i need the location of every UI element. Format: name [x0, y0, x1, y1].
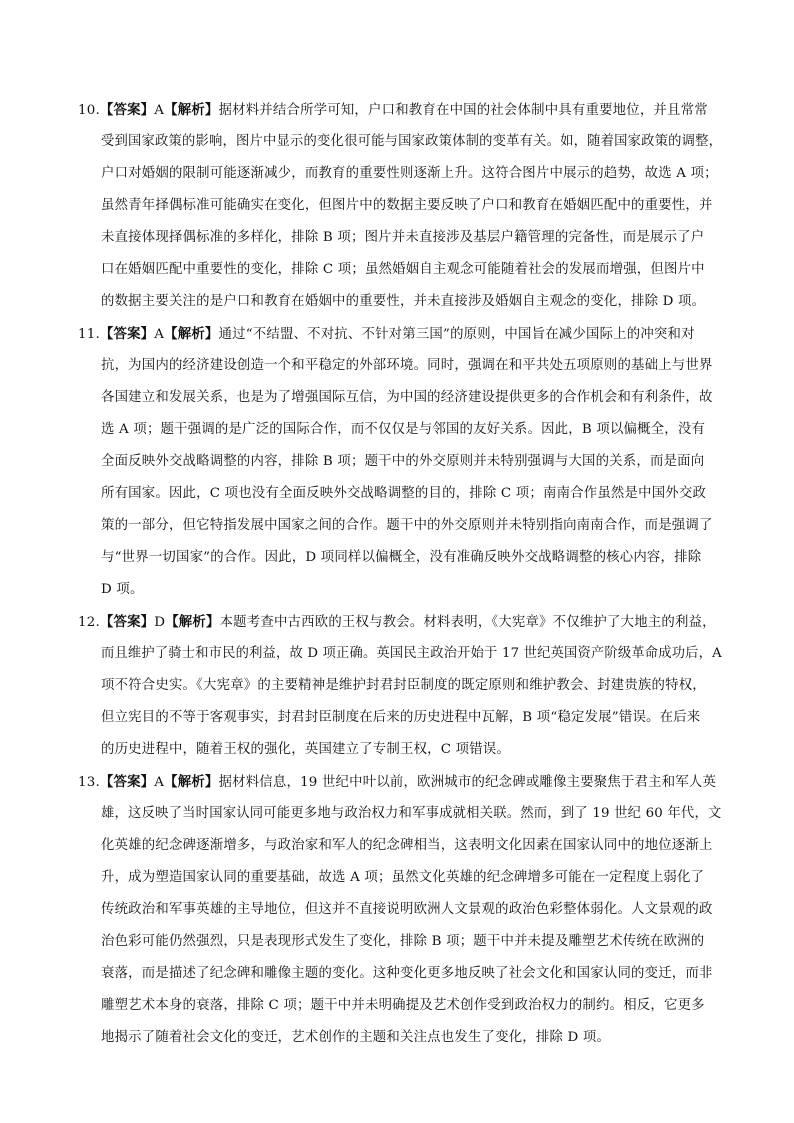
analysis-line: 选 A 项；题干强调的是广泛的国际合作，而不仅仅是与邻国的友好关系。因此，B 项以偏概全，没有	[101, 422, 706, 437]
analysis-tag: 【解析】	[164, 774, 219, 790]
question-number: 12.	[78, 615, 100, 630]
question-number: 11.	[78, 327, 100, 342]
answer-letter: D	[154, 615, 166, 630]
first-line	[78, 325, 695, 343]
analysis-line: 升，成为塑造国家认同的重要基础，故选 A 项；虽然文化英雄的纪念碑增多可能在一定程度上弱化了	[101, 870, 705, 885]
analysis-line: 治色彩可能仍然强烈，只是表现形式发生了变化，排除 B 项；题干中并未提及雕塑艺术传统在欧洲的	[101, 934, 705, 949]
analysis-line: 与“世界一切国家”的合作。因此，D 项同样以偏概全，没有准确反映外交战略调整的核心内容，排除	[101, 550, 702, 565]
analysis-line: 受到国家政策的影响，图片中显示的变化很可能与国家政策体制的变革有关。如，随着国家政策的调整，	[101, 134, 723, 149]
analysis-line: 各国建立和发展关系，也是为了增强国际互信，为中国的经济建设提供更多的合作机会和有利条件，故	[101, 390, 713, 405]
analysis-tag: 【解析】	[164, 326, 219, 342]
analysis-line: 雄，这反映了当时国家认同可能更多地与政治权力和军事成就相关联。然而，到了 19 世纪 60 年代，文	[101, 806, 722, 821]
analysis-line: 口在婚姻匹配中重要性的变化，排除 C 项；虽然婚姻自主观念可能随着社会的发展而增强，但图片中	[101, 262, 705, 277]
analysis-line: 所有国家。因此，C 项也没有全面反映外交战略调整的目的，排除 C 项；南南合作虽然是中国外交政	[101, 486, 707, 501]
question-number: 13.	[78, 775, 100, 790]
answer-letter: A	[154, 775, 165, 790]
analysis-line: 策的一部分，但它特指发展中国家之间的合作。题干中的外交原则并未特别指向南南合作，而是强调了	[101, 518, 713, 533]
answer-tag: 【答案】	[99, 614, 155, 630]
analysis-line: 的数据主要关注的是户口和教育在婚姻中的重要性，并未直接涉及婚姻自主观念的变化，排除 D 项。	[101, 294, 706, 309]
analysis-line: 据材料信息，19 世纪中叶以前，欧洲城市的纪念碑或雕像主要聚焦于君主和军人英	[218, 775, 717, 790]
analysis-line: 传统政治和军事英雄的主导地位，但这并不直接说明欧洲人文景观的政治色彩整体弱化。人文景观的政	[101, 902, 713, 917]
first-line	[78, 101, 718, 119]
answer-tag: 【答案】	[99, 102, 155, 118]
analysis-line: 户口对婚姻的限制可能逐渐减少，而教育的重要性则逐渐上升。这符合图片中展示的趋势，故选 A 项；	[101, 166, 718, 181]
analysis-tag: 【解析】	[165, 614, 220, 630]
answer-tag: 【答案】	[99, 326, 155, 342]
analysis-line: 抗，为国内的经济建设创造一个和平稳定的外部环境。同时，强调在和平共处五项原则的基础上与世界	[101, 358, 713, 373]
question-number: 10.	[78, 103, 100, 118]
answer-letter: A	[154, 327, 165, 342]
analysis-line: 虽然青年择偶标准可能确实在变化，但图片中的数据主要反映了户口和教育在婚姻匹配中的重要性，并	[101, 198, 713, 213]
analysis-line: 据材料并结合所学可知，户口和教育在中国的社会体制中具有重要地位，并且常常	[218, 103, 708, 118]
answer-tag: 【答案】	[99, 774, 155, 790]
answer-letter: A	[154, 103, 165, 118]
analysis-tag: 【解析】	[164, 102, 219, 118]
analysis-line: 雕塑艺术本身的衰落，排除 C 项；题干中并未明确提及艺术创作受到政治权力的制约。相反，它更多	[101, 998, 705, 1013]
analysis-line: 化英雄的纪念碑逐渐增多，与政治家和军人的纪念碑相当，这表明文化因素在国家认同中的地位逐渐上	[101, 838, 713, 853]
analysis-line: 本题考查中古西欧的王权与教会。材料表明，《大宪章》不仅维护了大地主的利益，	[219, 615, 716, 630]
analysis-line: 的历史进程中，随着王权的强化，英国建立了专制王权，C 项错误。	[101, 742, 511, 757]
analysis-line: 而且维护了骑士和市民的利益，故 D 项正确。英国民主政治开始于 17 世纪英国资产阶级革命成功后，A	[101, 646, 722, 661]
analysis-line: 未直接体现择偶标准的多样化，排除 B 项；图片并未直接涉及基层户籍管理的完备性，而是展示了户	[101, 230, 705, 245]
first-line	[78, 773, 716, 791]
analysis-line: 全面反映外交战略调整的内容，排除 B 项；题干中的外交原则并未特别强调与大国的关系，而是面向	[101, 454, 705, 469]
analysis-line: 衰落，而是描述了纪念碑和雕像主题的变化。这种变化更多地反映了社会文化和国家认同的变迁，而非	[101, 966, 713, 981]
analysis-line: 但立宪目的不等于客观事实，封君封臣制度在后来的历史进程中瓦解，B 项“稳定发展”错误。在后来	[101, 710, 701, 725]
analysis-line: 地揭示了随着社会文化的变迁，艺术创作的主题和关注点也发生了变化，排除 D 项。	[101, 1030, 611, 1045]
first-line	[78, 613, 716, 631]
analysis-line: 项不符合史实。《大宪章》的主要精神是维护封君封臣制度的既定原则和维护教会、封建贵族的特权，	[101, 678, 706, 693]
analysis-line: D 项。	[101, 582, 144, 597]
analysis-line: 通过“不结盟、不对抗、不针对第三国”的原则，中国旨在减少国际上的冲突和对	[218, 327, 695, 342]
